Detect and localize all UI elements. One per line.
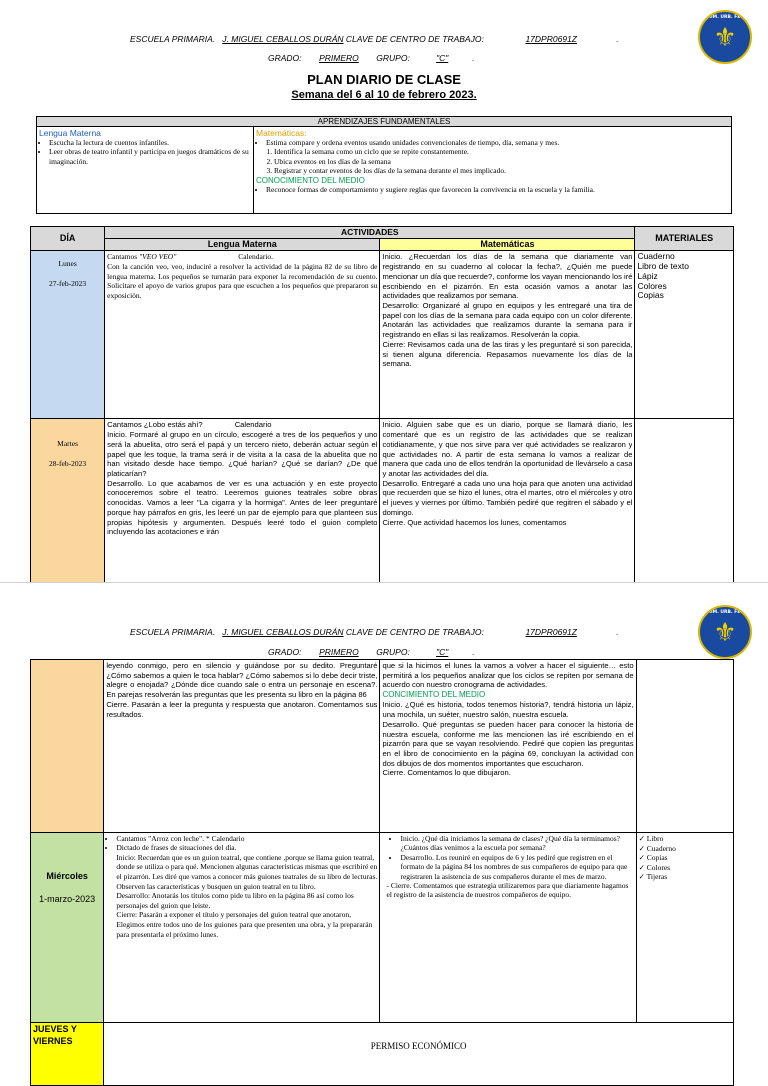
medio-inicio: Inicio. ¿Qué es historia, todos tenemos historia?, tendrá historia un lápiz, una mochila, un suéter, nuestro salón, nuestra escuela. — [382, 700, 634, 720]
page-title: PLAN DIARIO DE CLASE — [307, 72, 461, 87]
lengua-header: Lengua Materna — [105, 238, 380, 251]
cct-value: 17DPR0691Z — [525, 627, 577, 637]
lengua-desarrollo: Desarrollo. Lo que acabamos de ver es una actuación y en este proyecto conoceremos sobre el teatro. Leeremos guiones teatrales sobre obras conocidas. Vamos a leer "La cigarra y la hormiga". Antes de leer preguntaré porque hay párrafos en gris, les leeré un par de ejemplo para que planteen sus propias hipótesis y argumenten. Después leeré todo el guion completo incluyendo las acotaciones e irán — [107, 478, 378, 537]
miercoles-mate-cell: • Inicio. ¿Qué día iniciamos la semana de clases? ¿Qué día la terminamos? ¿Cuántos días venimos a la escuela por semana? • Desarrollo. Los reuniré en equipos de 6 y les pediré que registren en el formato de la página 84 los nombres de sus compañeros de equipo para que registraren la asistencia de sus compañeros durante el mes de marzo. - Cierre. Comentamos que estrategia utilizaremos para que diariamente hagamos el registro de la asistencia de nuestros compañeros de equipo. — [380, 833, 636, 1023]
fleur-de-lis-icon: ⚜ — [713, 617, 737, 647]
grupo-value: "C" — [436, 647, 449, 657]
grupo-label: GRUPO: — [376, 647, 410, 657]
cct-label: CLAVE DE CENTRO DE TRABAJO: — [345, 627, 484, 637]
day-cell-martes — [31, 419, 105, 593]
mate-item: 1. Identifica la semana como un ciclo que se repite constantemente. — [274, 147, 729, 156]
mate-desarrollo: Desarrollo. Entregaré a cada uno una hoja para que anoten una actividad que recuerden que se hizo el lunes, otra el martes, otro el miércoles y otro el jueves y viernes por último. También pediré que regitren el sábado y el domingo. — [382, 478, 633, 517]
calendar-label: Calendario. — [238, 252, 274, 262]
day-cell-jueves-viernes: JUEVES Y VIERNES — [31, 1023, 104, 1086]
school-name: J. MIGUEL CEBALLOS DURÁN — [222, 627, 344, 637]
day-name: Lunes — [58, 259, 77, 269]
mate-inicio: Inicio. ¿Recuerdan los días de la semana que diariamente van registrando en su cuaderno al colocar la fecha?, ¿Quién me puede mencionar un día que recuerde?, conforme los vayan mencionando los iré escribiendo en el pizarrón. En esta ocasión vamos a anotar las actividades que realizamos por semana. — [382, 252, 633, 301]
material-item: Cuaderno — [646, 843, 676, 853]
mate-item: 2. Ubica eventos en los días de la semana — [274, 157, 729, 166]
lengua-text: Con la canción veo, veo, induciré a resolver la actividad de la página 82 de su libro de lengua materna. Los pequeños se turnarán para exponer la recomendación de su cuento. Solicitare el apoyo de varios grupos para que escuchen a los pequeños que prepararon su exposición. — [107, 261, 378, 300]
material-item: Cuaderno — [637, 251, 675, 262]
mate-header: Matemáticas — [380, 238, 635, 251]
song-intro: Cantamos — [107, 252, 138, 262]
grupo-label: GRUPO: — [376, 53, 410, 63]
cct-label: CLAVE DE CENTRO DE TRABAJO: — [345, 34, 484, 44]
dia-header: DÍA — [31, 227, 105, 251]
mate-desarrollo: • Desarrollo. Los reuniré en equipos de 6 y les pediré que registren en el formato de la página 84 los nombres de sus compañeros de equipo para que registraren la asistencia de sus compañeros durante el mes de marzo. — [400, 853, 633, 881]
mate-main-item: • Estima compare y ordena eventos usando unidades convencionales de tiempo, día, semana y mes. — [266, 138, 729, 147]
mate-desarrollo: Desarrollo: Organizaré al grupo en equipos y les entregaré una tira de papel con los días de la semana para cada equipo con un color diferente. Anotarán las actividades que realizamos durante la semana para ir registrando en ellas si las realizamos. Resolverán la copia. — [382, 300, 633, 340]
page-subtitle: Semana del 6 al 10 de febrero 2023. — [291, 89, 477, 101]
header-grade-line: GRADO: PRIMERO GRUPO: "C" . — [268, 53, 475, 63]
jueves-viernes-cell — [104, 1023, 734, 1086]
mate-cierre-cont: que si la hicimos el lunes la vamos a volver a hacer el siguiente… esto permitirá a los pequeños analizar que los ciclos se repiten por semana de acuerdo con nuestro cronograma de actividades. — [382, 661, 634, 690]
day-cell-miercoles — [31, 833, 104, 1023]
miercoles-materiales-cell: ✓ Libro ✓ Cuaderno ✓ Copias ✓ Colores ✓ Tijeras — [636, 833, 733, 1023]
lengua-item: • Escucha la lectura de cuentos infantiles. — [49, 138, 251, 147]
grado-value: PRIMERO — [319, 647, 359, 657]
mate-cierre: Cierre. Comentamos que estrategia utilizaremos para que diariamente hagamos el registro de la asistencia de nuestros compañeros de equipo. — [386, 880, 629, 900]
lengua-item: • Leer obras de teatro infantil y participa en juegos dramáticos de su imaginación. — [49, 147, 251, 166]
permiso-text: PERMISO ECONÓMICO — [370, 1041, 467, 1051]
mate-item: 3. Registrar y contar eventos de los días de la semana durante el mes implicado. — [274, 166, 729, 175]
activities-table — [30, 226, 734, 593]
grado-label: GRADO: — [268, 53, 302, 63]
medio-desarrollo: Desarrollo. Qué preguntas se pueden hacer para conocer la historia de nuestra escuela, conforme me las mencionen las iré escribiendo en el pizarrón para que se vayan resolviendo. Pediré que copien las preguntas en el libro de conocimiento en la página 69, concluyan la actividad con dos dibujos de dos momentos importantes que escucharon. — [382, 719, 634, 768]
material-item: Colores — [637, 280, 667, 291]
medio-title: CONCIMIENTO DEL MEDIO — [382, 690, 486, 700]
header-school-line: ESCUELA PRIMARIA. J. MIGUEL CEBALLOS DURÁN CLAVE DE CENTRO DE TRABAJO: 17DPR0691Z . — [130, 627, 619, 637]
material-item: Libro — [646, 834, 664, 843]
school-logo — [698, 605, 752, 659]
martes-materiales-cont-cell — [636, 660, 733, 833]
logo-text: PRIM. URB. FED. — [704, 15, 746, 20]
martes-lengua-cell — [105, 419, 380, 593]
school-label: ESCUELA PRIMARIA. — [130, 627, 216, 637]
header-school-line: ESCUELA PRIMARIA. J. MIGUEL CEBALLOS DURÁN CLAVE DE CENTRO DE TRABAJO: 17DPR0691Z . — [130, 34, 619, 44]
lengua-desarrollo: Desarrollo: Anotarás los títulos como pide tu libro en la página 86 así como los personajes del guion que leiste. — [116, 891, 354, 910]
grupo-value: "C" — [436, 53, 449, 63]
martes-materiales-cell — [635, 419, 734, 593]
material-item: Libro de texto — [637, 261, 689, 272]
lengua-desarrollo-cont: leyendo conmigo, pero en silencio y guiándose por su dedito. Preguntaré ¿Cómo sabemos a quien le toca hablar? ¿Cómo sabemos si lo debe decir triste, alegre o enojada? ¿Dónde dice cuando sale o entra un personaje en escena?. En parejas resolverán las preguntas que les presenta su libro en la página 86 — [106, 661, 378, 700]
school-name: J. MIGUEL CEBALLOS DURÁN — [222, 34, 344, 44]
day-date: 28-feb-2023 — [49, 458, 87, 468]
lengua-cierre: Cierre: Pasarán a exponer el título y personajes del guion teatral que anotaron, Elegimos entre todos uno de los guiones para que presenten una obra, y la prepararán para presentarla el próximo lunes. — [116, 910, 373, 939]
mate-title: Matemáticas: — [256, 128, 307, 138]
grado-value: PRIMERO — [319, 53, 359, 63]
martes-mate-cell — [380, 419, 635, 593]
song-title: "VEO VEO" — [139, 252, 177, 262]
material-item: Lápiz — [637, 270, 658, 281]
day-name: Miércoles — [46, 871, 88, 881]
martes-lengua-cont-cell — [104, 660, 380, 833]
lengua-inicio: Inicio. Formaré al grupo en un círculo, escogeré a tres de los pequeños y uno será la abuelita, otro será el papá y un tercero nieto, deberán actuar según el papel que les toque, la trama será ir de visita a la casa de la abuelita que no han visitado desde hace tiempo. ¿Qué harían? ¿Qué se darían? ¿De qué platicarían? — [107, 430, 378, 478]
activities-table-continued — [30, 659, 734, 1086]
material-item: Colores — [646, 862, 671, 872]
material-item: Copias — [646, 853, 668, 863]
material-item: Tijeras — [646, 872, 668, 882]
mate-cierre: Cierre: Revisamos cada una de las tiras y les preguntaré si son parecida, si tienen alguna diferencia. Repasamos nuevamente los días de la semana. — [382, 339, 633, 369]
lengua-inicio: Inicio: Recuerdan que es un guion teatral, que contiene ,porque se llama guion teatral, donde se utiliza o para qué. Mencionen algunas características mismas que escribiré en el pizarrón. Les diré que vamos a conocer más guiones teatrales de su libro de lecturas. Observen las características y busquen un guion teatral en tu libro. — [116, 852, 378, 891]
miercoles-lengua-cell — [104, 833, 380, 1023]
cct-value: 17DPR0691Z — [525, 34, 577, 44]
school-logo — [698, 10, 752, 64]
aprendizajes-table — [36, 116, 732, 214]
mate-inicio: Inicio. Alguien sabe que es un diario, porque se llamará diario, les comentaré que es un registro de las actividades que se realizan cotidianamente, y que nos sirve para ver qué actividades se realizaron y que actividades no. A partir de esta semana lo vamos a realizar de manera que cada uno de ellos tendrán la oportunidad de llevárselo a casa y anotar las actividades del día. — [382, 420, 633, 478]
actividades-header: ACTIVIDADES — [105, 227, 635, 239]
grado-label: GRADO: — [268, 647, 302, 657]
martes-mate-cont-cell — [380, 660, 636, 833]
aprendizajes-heading: APRENDIZAJES FUNDAMENTALES — [37, 117, 732, 127]
logo-text: PRIM. URB. FED. — [704, 610, 746, 615]
mate-cierre: Cierre. Que actividad hacemos los lunes, comentamos — [382, 517, 567, 527]
dictado-bullet: • Dictado de frases de situaciones del día. — [116, 843, 377, 852]
page-2 — [0, 582, 768, 1051]
day-date: 1-marzo-2023 — [39, 894, 96, 905]
day-date: 27-feb-2023 — [49, 278, 87, 288]
medio-cierre: Cierre. Comentamos lo que dibujaron. — [382, 768, 511, 778]
day-cell-martes-cont — [31, 660, 104, 833]
lunes-lengua-cell — [105, 251, 380, 419]
material-item: Copias — [637, 290, 664, 301]
song-bullet: • Cantamos "Arroz con leche". * Calendario — [116, 834, 377, 843]
medio-item: • Reconoce formas de comportamiento y sugiere reglas que favorecen la convivencia en la escuela y la familia. — [266, 185, 729, 194]
calendar-label: Calendario — [234, 420, 272, 430]
fleur-de-lis-icon: ⚜ — [713, 22, 737, 52]
medio-title: CONOCIMIENTO DEL MEDIO — [256, 175, 365, 185]
lunes-materiales-cell — [635, 251, 734, 419]
materiales-header: MATERIALES — [635, 227, 734, 251]
lengua-title: Lengua Materna — [39, 128, 101, 138]
day-name: Martes — [57, 439, 78, 449]
lunes-mate-cell — [380, 251, 635, 419]
song-intro: Cantamos ¿Lobo estás ahí? — [107, 420, 203, 430]
header-grade-line: GRADO: PRIMERO GRUPO: "C" . — [268, 647, 475, 657]
lengua-cierre: Cierre. Pasarán a leer la pregunta y respuesta que anotaron. Comentamos sus resultados. — [106, 699, 378, 719]
school-label: ESCUELA PRIMARIA. — [130, 34, 216, 44]
mate-aprendizajes-cell — [254, 127, 732, 214]
mate-inicio: • Inicio. ¿Qué día iniciamos la semana de clases? ¿Qué día la terminamos? ¿Cuántos días venimos a la escuela por semana? — [400, 834, 633, 853]
lengua-aprendizajes-cell — [37, 127, 254, 214]
day-cell-lunes — [31, 251, 105, 419]
